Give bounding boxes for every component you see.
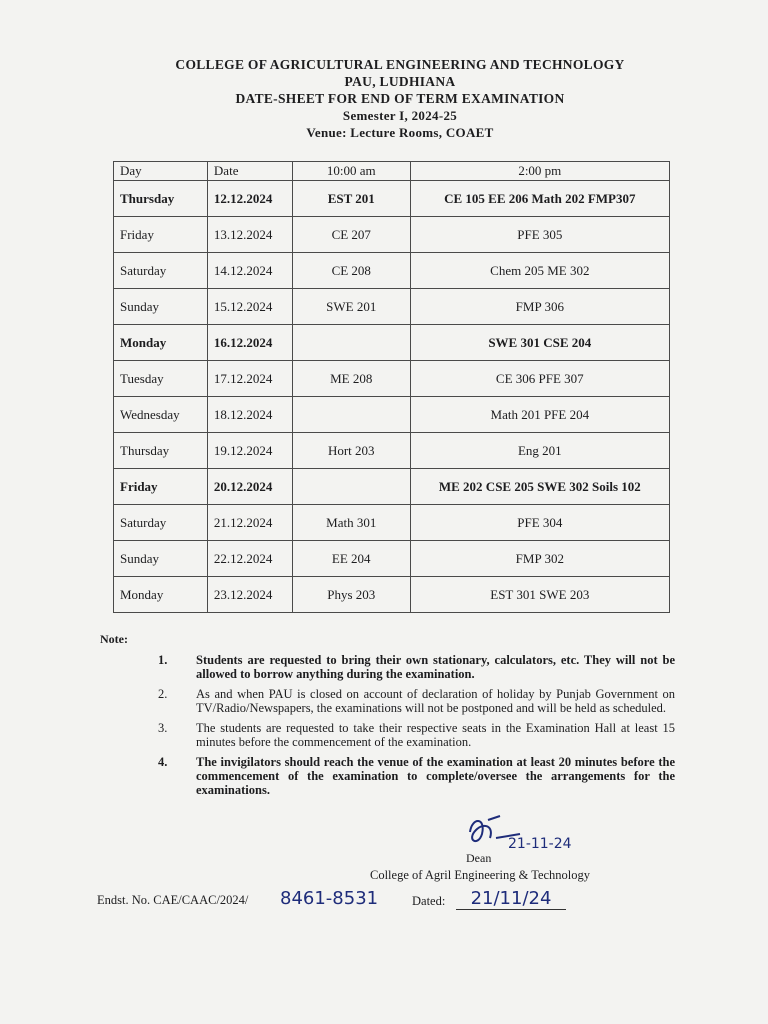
note-item (100, 687, 675, 715)
cell-day: Saturday (114, 505, 208, 541)
university-location: PAU, LUDHIANA (344, 74, 456, 89)
dated-label: Dated: (412, 894, 446, 908)
dean-title: Dean (466, 851, 492, 865)
cell-morning-exam: Hort 203 (292, 433, 410, 469)
notes-label: Note: (100, 632, 128, 646)
table-row (114, 253, 670, 289)
note-text: The students are requested to take their respective seats in the Examination Hall at least 15 minutes before the commencement of the examination. (196, 721, 675, 749)
cell-date: 19.12.2024 (207, 433, 292, 469)
table-row (114, 397, 670, 433)
cell-day: Wednesday (114, 397, 208, 433)
note-text: Students are requested to bring their own stationary, calculators, etc. They will not be allowed to borrow anything during the examination. (196, 653, 675, 681)
cell-day: Friday (114, 469, 208, 505)
cell-date: 23.12.2024 (207, 577, 292, 613)
cell-date: 21.12.2024 (207, 505, 292, 541)
cell-morning-exam: Phys 203 (292, 577, 410, 613)
cell-date: 20.12.2024 (207, 469, 292, 505)
cell-day: Tuesday (114, 361, 208, 397)
notes-section (100, 632, 675, 797)
document-title: DATE-SHEET FOR END OF TERM EXAMINATION (235, 91, 565, 106)
cell-day: Sunday (114, 541, 208, 577)
table-row (114, 289, 670, 325)
signature-date: 21-11-24 (508, 836, 572, 852)
cell-afternoon-exam: PFE 305 (410, 217, 669, 253)
table-row (114, 325, 670, 361)
cell-afternoon-exam: SWE 301 CSE 204 (410, 325, 669, 361)
cell-afternoon-exam: ME 202 CSE 205 SWE 302 Soils 102 (410, 469, 669, 505)
dean-college-line: College of Agril Engineering & Technology (370, 868, 591, 882)
cell-afternoon-exam: Eng 201 (410, 433, 669, 469)
cell-morning-exam: EE 204 (292, 541, 410, 577)
table-row (114, 541, 670, 577)
venue-line: Venue: Lecture Rooms, COAET (306, 125, 494, 140)
cell-date: 12.12.2024 (207, 181, 292, 217)
cell-afternoon-exam: CE 306 PFE 307 (410, 361, 669, 397)
cell-morning-exam: ME 208 (292, 361, 410, 397)
cell-date: 18.12.2024 (207, 397, 292, 433)
cell-morning-exam: Math 301 (292, 505, 410, 541)
exam-schedule-table (113, 161, 670, 613)
cell-morning-exam (292, 325, 410, 361)
cell-day: Thursday (114, 433, 208, 469)
cell-day: Monday (114, 325, 208, 361)
cell-day: Sunday (114, 289, 208, 325)
table-row (114, 433, 670, 469)
note-text: As and when PAU is closed on account of declaration of holiday by Punjab Government on TV/Radio/Newspapers, the examinations will not be postponed and will be held as scheduled. (196, 687, 675, 715)
cell-date: 13.12.2024 (207, 217, 292, 253)
note-number: 1. (158, 653, 168, 667)
table-header-row (114, 162, 670, 181)
cell-afternoon-exam: Chem 205 ME 302 (410, 253, 669, 289)
cell-day: Saturday (114, 253, 208, 289)
note-item (100, 653, 675, 681)
cell-morning-exam (292, 469, 410, 505)
column-header-morning: 10:00 am (292, 162, 410, 181)
column-header-day: Day (114, 162, 208, 181)
cell-date: 22.12.2024 (207, 541, 292, 577)
cell-date: 16.12.2024 (207, 325, 292, 361)
cell-afternoon-exam: EST 301 SWE 203 (410, 577, 669, 613)
table-row (114, 181, 670, 217)
cell-day: Thursday (114, 181, 208, 217)
cell-date: 17.12.2024 (207, 361, 292, 397)
dated-value: 21/11/24 (456, 888, 566, 910)
note-item (100, 721, 675, 749)
note-item (100, 755, 675, 797)
column-header-afternoon: 2:00 pm (410, 162, 669, 181)
document-header (100, 56, 700, 141)
cell-morning-exam: CE 208 (292, 253, 410, 289)
cell-morning-exam: SWE 201 (292, 289, 410, 325)
cell-day: Friday (114, 217, 208, 253)
table-row (114, 577, 670, 613)
note-number: 2. (158, 687, 168, 701)
note-number: 3. (158, 721, 168, 735)
cell-date: 15.12.2024 (207, 289, 292, 325)
cell-afternoon-exam: CE 105 EE 206 Math 202 FMP307 (410, 181, 669, 217)
college-name: COLLEGE OF AGRICULTURAL ENGINEERING AND TECHNOLOGY (175, 57, 625, 72)
table-row (114, 217, 670, 253)
cell-afternoon-exam: Math 201 PFE 204 (410, 397, 669, 433)
column-header-date: Date (207, 162, 292, 181)
note-number: 4. (158, 755, 168, 769)
cell-afternoon-exam: PFE 304 (410, 505, 669, 541)
table-row (114, 469, 670, 505)
semester-line: Semester I, 2024-25 (342, 108, 458, 123)
cell-morning-exam (292, 397, 410, 433)
cell-date: 14.12.2024 (207, 253, 292, 289)
note-text: The invigilators should reach the venue of the examination at least 20 minutes before the commencement of the examination to complete/oversee the arrangements for the examinations. (196, 755, 675, 797)
endorsement-number: 8461-8531 (280, 888, 379, 909)
cell-afternoon-exam: FMP 306 (410, 289, 669, 325)
cell-day: Monday (114, 577, 208, 613)
cell-afternoon-exam: FMP 302 (410, 541, 669, 577)
table-row (114, 361, 670, 397)
cell-morning-exam: CE 207 (292, 217, 410, 253)
table-row (114, 505, 670, 541)
endorsement-label: Endst. No. CAE/CAAC/2024/ (97, 893, 249, 907)
cell-morning-exam: EST 201 (292, 181, 410, 217)
